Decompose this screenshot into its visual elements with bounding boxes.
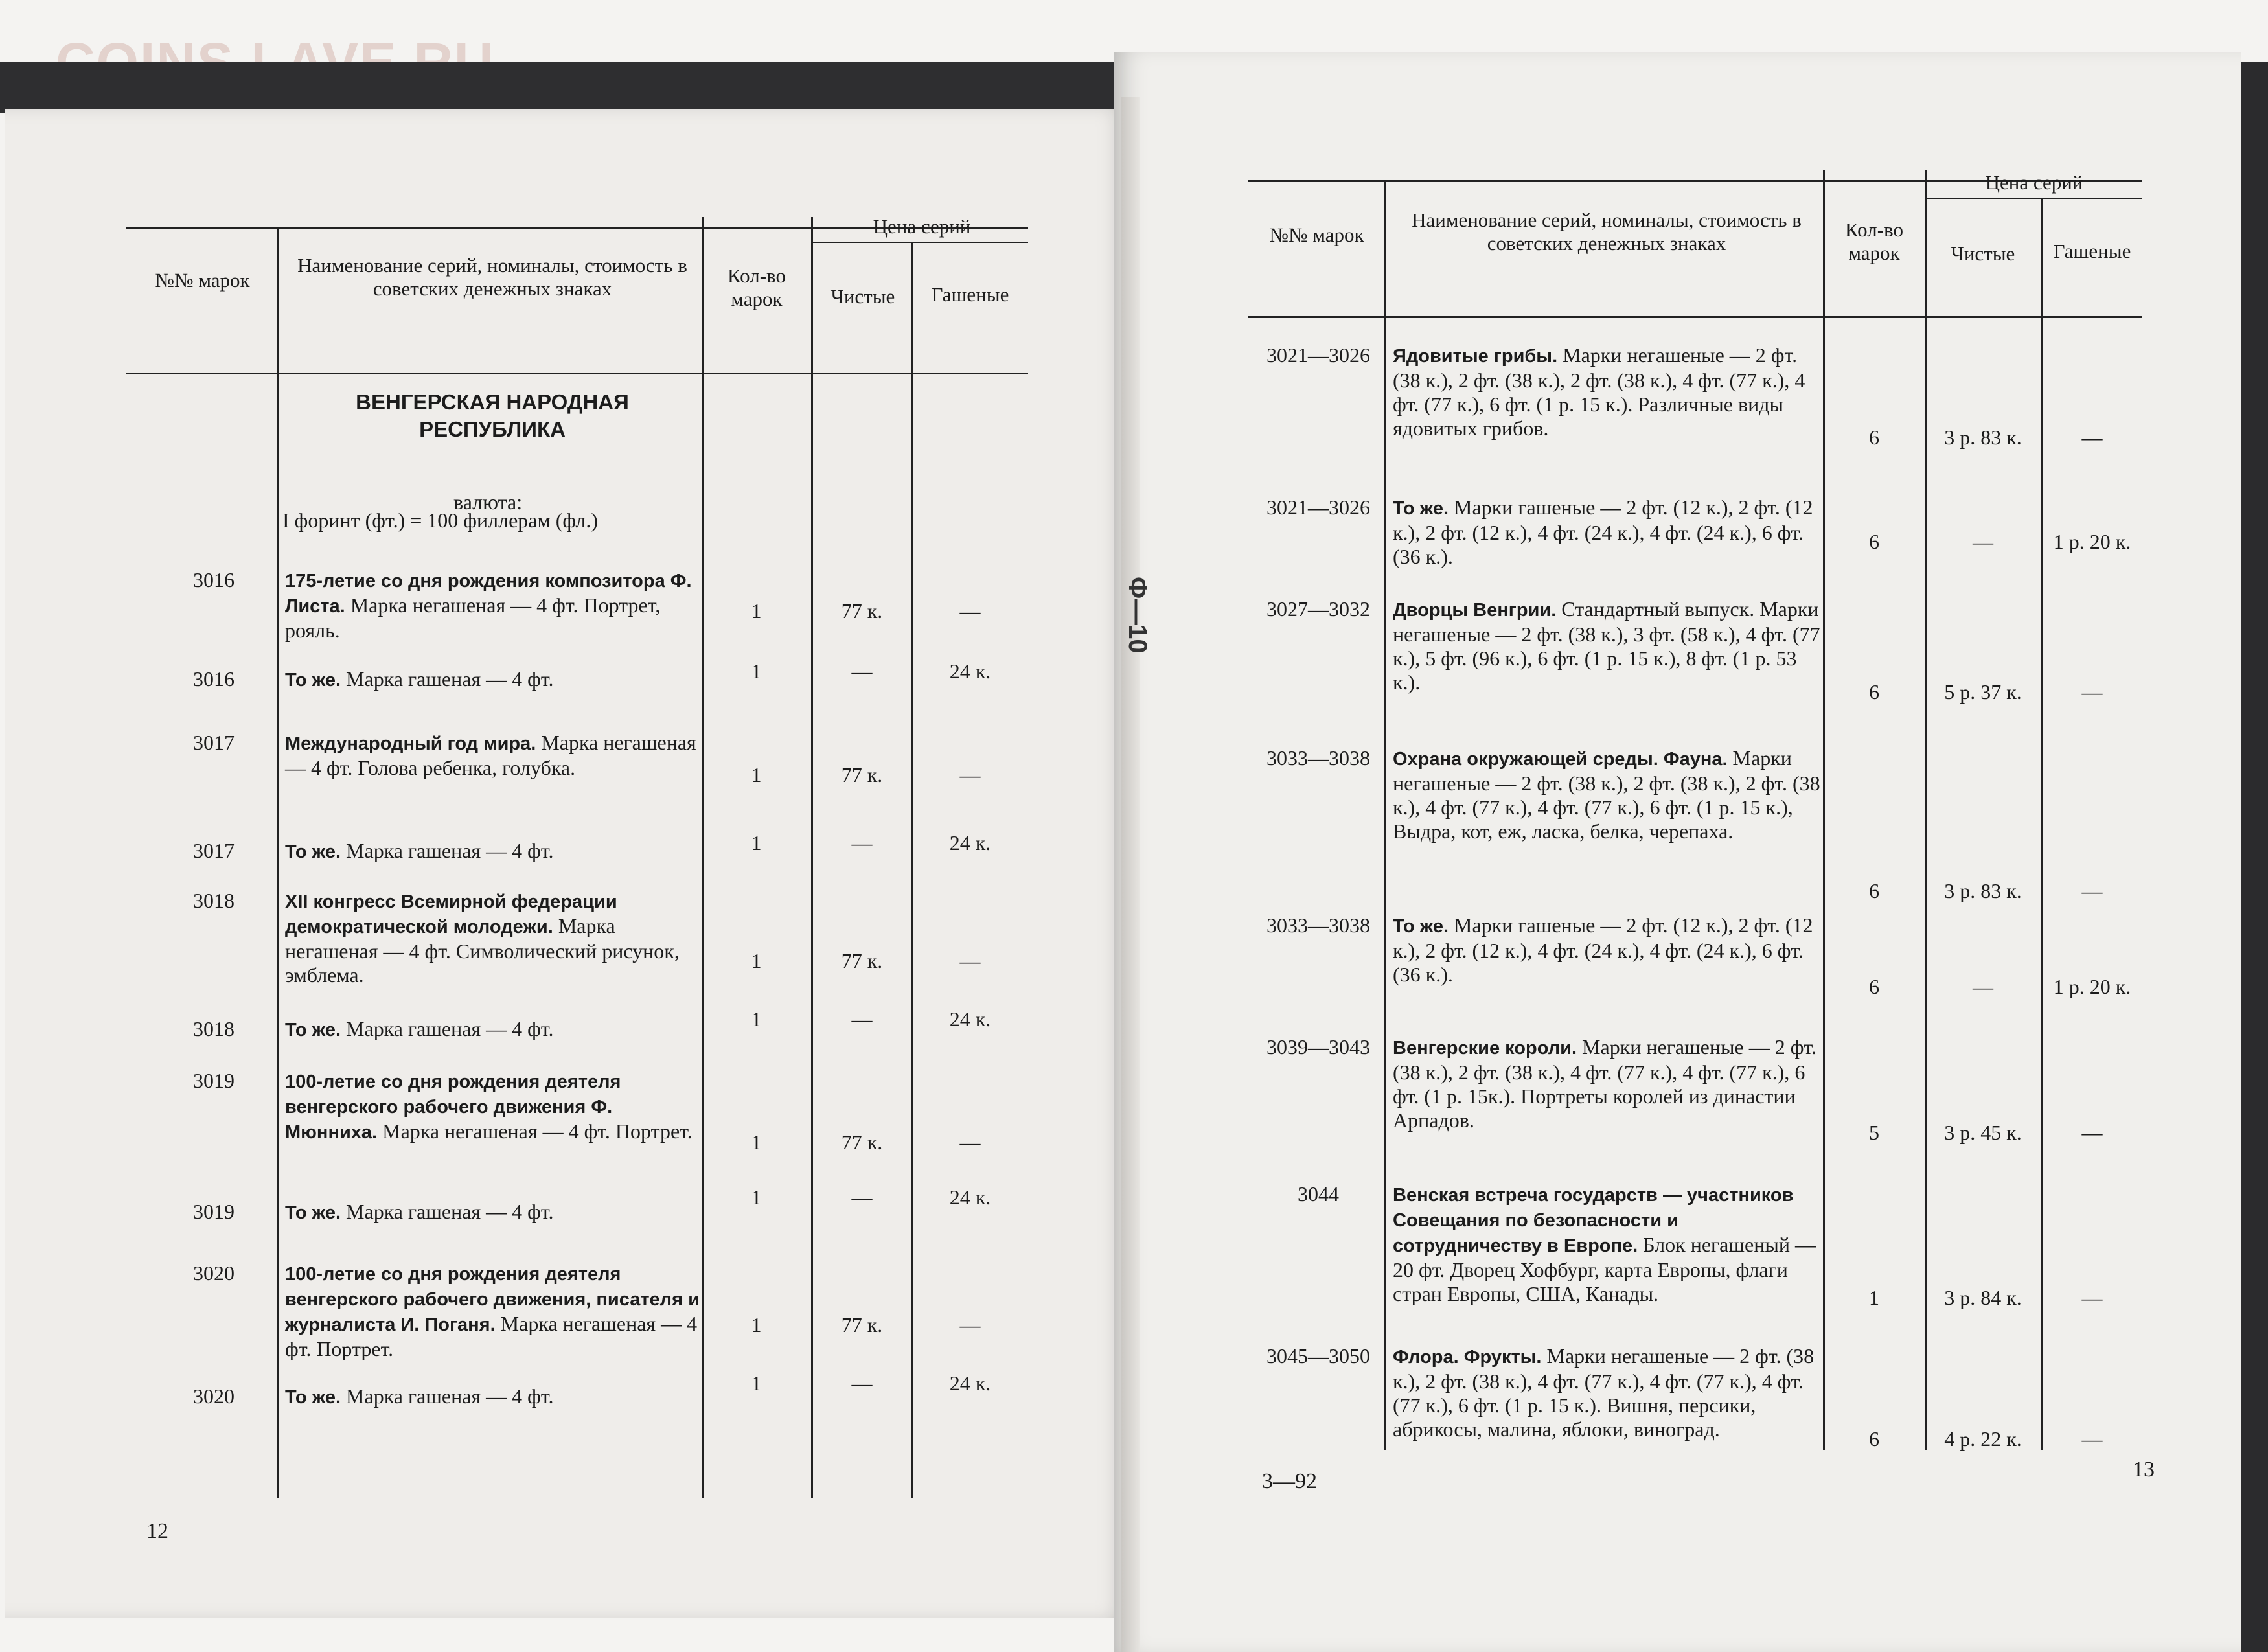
row-text: Марки негашеные — 2 фт. (38 к.), 2 фт. (38 к.), 4 фт. (77 к.), 4 фт. (77 к.), 6 фт. (1 р. 15к.). Портреты королей из династии Арпадов. (1393, 1035, 1816, 1132)
row-description (285, 568, 700, 643)
row-text: Марка гашеная — 4 фт. (341, 839, 554, 862)
row-title: То же. (1393, 498, 1449, 519)
row-qty: 6 (1869, 680, 1879, 704)
row-text: Марка гашеная — 4 фт. (341, 1384, 554, 1408)
row-text: Марка негашеная — 4 фт. Символический рисунок, эмблема. (285, 914, 680, 987)
row-text: Марка гашеная — 4 фт. (341, 1017, 554, 1040)
row-text: Блок негашеный — 20 фт. Дворец Хофбург, карта Европы, флаги стран Европы, США, Канады. (1393, 1233, 1816, 1305)
row-used-price: — (959, 1313, 981, 1337)
header-used-right: Гашеные (2053, 240, 2131, 262)
row-number: 3020 (193, 1384, 235, 1408)
row-text: Стандартный выпуск. Марки негашеные — 2 фт. (38 к.), 3 фт. (58 к.), 4 фт. (77 к.), 5 фт. (96 к.), 6 фт. (1 р. 15 к.), 8 фт. (1 р. 53 к.). (1393, 597, 1820, 694)
row-number: 3017 (193, 839, 235, 862)
row-description (285, 667, 700, 693)
row-used-price: 24 к. (949, 1371, 991, 1395)
currency-text: I форинт (фт.) = 100 филлерам (фл.) (282, 509, 598, 532)
row-number: 3039—3043 (1266, 1035, 1370, 1059)
row-number: 3021—3026 (1266, 343, 1370, 367)
row-clean-price: 77 к. (841, 1313, 883, 1337)
row-text: Марка гашеная — 4 фт. (341, 1200, 554, 1223)
row-qty: 1 (751, 1313, 762, 1337)
row-used-price: 1 р. 20 к. (2053, 530, 2131, 553)
row-qty: 1 (751, 763, 762, 786)
row-number: 3017 (193, 731, 235, 754)
row-qty: 1 (751, 831, 762, 855)
row-title: 100-летие со дня рождения деятеля венгерского рабочего движения Ф. Мюнниха. (285, 1072, 621, 1143)
right-page-number: 13 (2133, 1458, 2155, 1482)
row-description (1393, 496, 1820, 569)
row-clean-price: 4 р. 22 к. (1944, 1427, 2022, 1451)
row-text: Марки негашеные — 2 фт. (38 к.), 2 фт. (38 к.), 2 фт. (38 к.), 4 фт. (77 к.), 4 фт. (77 к.), 6 фт. (1 р. 15 к.). Различные виды ядовитых грибов. (1393, 343, 1805, 440)
row-used-price: 1 р. 20 к. (2053, 975, 2131, 998)
currency-label: валюта: (453, 490, 523, 514)
row-number: 3027—3032 (1266, 597, 1370, 621)
row-text: Марки негашеные — 2 фт. (38 к.), 2 фт. (38 к.), 4 фт. (77 к.), 4 фт. (77 к.), 4 фт. (77 к.), 6 фт. (1 р. 15 к.). Вишня, персики, абрикосы, малина, яблоки, виноград. (1393, 1344, 1815, 1441)
header-clean: Чистые (830, 285, 895, 308)
row-clean-price: 3 р. 84 к. (1944, 1286, 2022, 1309)
row-used-price: 24 к. (949, 1007, 991, 1031)
row-title: XII конгресс Всемирной федерации демократической молодежи. (285, 891, 617, 937)
row-text: Марка гашеная — 4 фт. (341, 667, 554, 691)
row-qty: 1 (1869, 1286, 1879, 1309)
row-description (285, 1017, 700, 1042)
row-title: Дворцы Венгрии. (1393, 600, 1557, 621)
row-used-price: — (959, 763, 981, 786)
row-clean-price: 77 к. (841, 949, 883, 972)
footer-code: 3—92 (1262, 1469, 1317, 1493)
row-number: 3019 (193, 1069, 235, 1092)
row-title: То же. (285, 670, 341, 691)
row-description (1393, 597, 1820, 694)
row-description (1393, 746, 1820, 843)
row-description (285, 731, 700, 780)
book-spine (1121, 97, 1140, 1652)
row-qty: 6 (1869, 530, 1879, 553)
row-number: 3016 (193, 568, 235, 591)
row-number: 3018 (193, 889, 235, 912)
row-used-price: — (2081, 680, 2103, 704)
row-number: 3016 (193, 667, 235, 691)
row-description (285, 839, 700, 864)
row-qty: 6 (1869, 426, 1879, 449)
row-used-price: — (2081, 426, 2103, 449)
row-used-price: 24 к. (949, 660, 991, 683)
row-description (1393, 343, 1820, 441)
row-qty: 1 (751, 1007, 762, 1031)
row-clean-price: — (851, 660, 873, 683)
row-used-price: 24 к. (949, 1186, 991, 1209)
row-text: Марки негашеные — 2 фт. (38 к.), 2 фт. (38 к.), 2 фт. (38 к.), 4 фт. (77 к.), 4 фт. (77 к.), 6 фт. (1 р. 15 к.), Выдра, кот, еж, ласка, белка, черепаха. (1393, 746, 1820, 843)
row-qty: 1 (751, 599, 762, 623)
row-qty: 1 (751, 660, 762, 683)
row-number: 3019 (193, 1200, 235, 1223)
row-clean-price: 77 к. (841, 599, 883, 623)
row-used-price: — (2081, 1286, 2103, 1309)
row-title: Венгерские короли. (1393, 1038, 1577, 1059)
row-qty: 6 (1869, 879, 1879, 902)
row-text: Марки гашеные — 2 фт. (12 к.), 2 фт. (12 к.), 2 фт. (12 к.), 4 фт. (24 к.), 4 фт. (24 к.), 6 фт. (36 к.). (1393, 496, 1813, 568)
row-clean-price: — (1973, 530, 1993, 553)
row-qty: 1 (751, 1130, 762, 1154)
row-clean-price: — (851, 1007, 873, 1031)
row-title: То же. (285, 1202, 341, 1223)
row-used-price: — (2081, 1121, 2103, 1144)
row-title: Ядовитые грибы. (1393, 346, 1558, 367)
row-title: То же. (285, 1020, 341, 1040)
row-title: Охрана окружающей среды. Фауна. (1393, 749, 1728, 770)
row-clean-price: 3 р. 83 к. (1944, 879, 2022, 902)
row-number: 3021—3026 (1266, 496, 1370, 519)
row-title: Венская встреча государств — участников Совещания по безопасности и сотрудничеству в Европе. (1393, 1185, 1794, 1256)
row-clean-price: — (851, 1371, 873, 1395)
row-title: То же. (285, 842, 341, 862)
row-description (285, 1261, 700, 1361)
row-used-price: — (959, 599, 981, 623)
left-page-number: 12 (146, 1519, 168, 1543)
row-description (285, 1069, 700, 1145)
row-qty: 1 (751, 949, 762, 972)
row-used-price: — (959, 1130, 981, 1154)
row-description (285, 1200, 700, 1225)
row-number: 3020 (193, 1261, 235, 1285)
row-description (1393, 1344, 1820, 1441)
row-text: Марки гашеные — 2 фт. (12 к.), 2 фт. (12 к.), 2 фт. (12 к.), 4 фт. (24 к.), 4 фт. (24 к.), 6 фт. (36 к.). (1393, 913, 1813, 986)
row-qty: 1 (751, 1371, 762, 1395)
row-qty: 5 (1869, 1121, 1879, 1144)
header-num-right: №№ марок (1269, 224, 1364, 246)
row-clean-price: — (851, 831, 873, 855)
header-qty-right: Кол-во марок (1845, 218, 1903, 264)
row-used-price: — (959, 949, 981, 972)
row-qty: 6 (1869, 975, 1879, 998)
row-used-price: 24 к. (949, 831, 991, 855)
row-number: 3045—3050 (1266, 1344, 1370, 1368)
row-text: Марка негашеная — 4 фт. Голова ребенка, голубка. (285, 731, 696, 779)
row-clean-price: — (1973, 975, 1993, 998)
header-used: Гашеные (931, 283, 1009, 306)
row-description (285, 1384, 700, 1410)
row-title: Международный год мира. (285, 733, 536, 754)
region-title: ВЕНГЕРСКАЯ НАРОДНАЯ РЕСПУБЛИКА (356, 390, 629, 441)
row-qty: 1 (751, 1186, 762, 1209)
row-text: Марка негашеная — 4 фт. Портрет, рояль. (285, 593, 661, 642)
row-description (1393, 1182, 1820, 1306)
header-name: Наименование серий, номиналы, стоимость в советских денежных знаках (297, 254, 687, 300)
row-description (1393, 1035, 1820, 1132)
row-clean-price: 3 р. 83 к. (1944, 426, 2022, 449)
row-number: 3033—3038 (1266, 913, 1370, 937)
header-price: Цена серий (873, 215, 971, 238)
header-num: №№ марок (155, 269, 250, 292)
row-title: 175-летие со дня рождения композитора Ф. Листа. (285, 571, 692, 617)
row-title: 100-летие со дня рождения деятеля венгерского рабочего движения, писателя и журналиста И. Поганя. (285, 1264, 700, 1335)
row-clean-price: 77 к. (841, 1130, 883, 1154)
row-text: Марка негашеная — 4 фт. Портрет. (285, 1312, 698, 1360)
row-number: 3018 (193, 1017, 235, 1040)
header-price-right: Цена серий (1985, 171, 2083, 194)
row-used-price: — (2081, 879, 2103, 902)
row-title: То же. (285, 1387, 341, 1408)
header-name-right: Наименование серий, номиналы, стоимость в советских денежных знаках (1412, 209, 1802, 255)
signature-mark: Ф—10 (1123, 577, 1152, 654)
row-number: 3044 (1298, 1182, 1339, 1206)
row-clean-price: 3 р. 45 к. (1944, 1121, 2022, 1144)
row-description (285, 889, 700, 987)
row-clean-price: 5 р. 37 к. (1944, 680, 2022, 704)
row-title: Флора. Фрукты. (1393, 1347, 1542, 1368)
row-title: То же. (1393, 916, 1449, 937)
header-qty: Кол-во марок (727, 264, 786, 310)
row-clean-price: — (851, 1186, 873, 1209)
row-description (1393, 913, 1820, 987)
row-qty: 6 (1869, 1427, 1879, 1451)
row-clean-price: 77 к. (841, 763, 883, 786)
row-text: Марка негашеная — 4 фт. Портрет. (377, 1119, 693, 1143)
row-used-price: — (2081, 1427, 2103, 1451)
header-clean-right: Чистые (1951, 242, 2015, 265)
row-number: 3033—3038 (1266, 746, 1370, 770)
